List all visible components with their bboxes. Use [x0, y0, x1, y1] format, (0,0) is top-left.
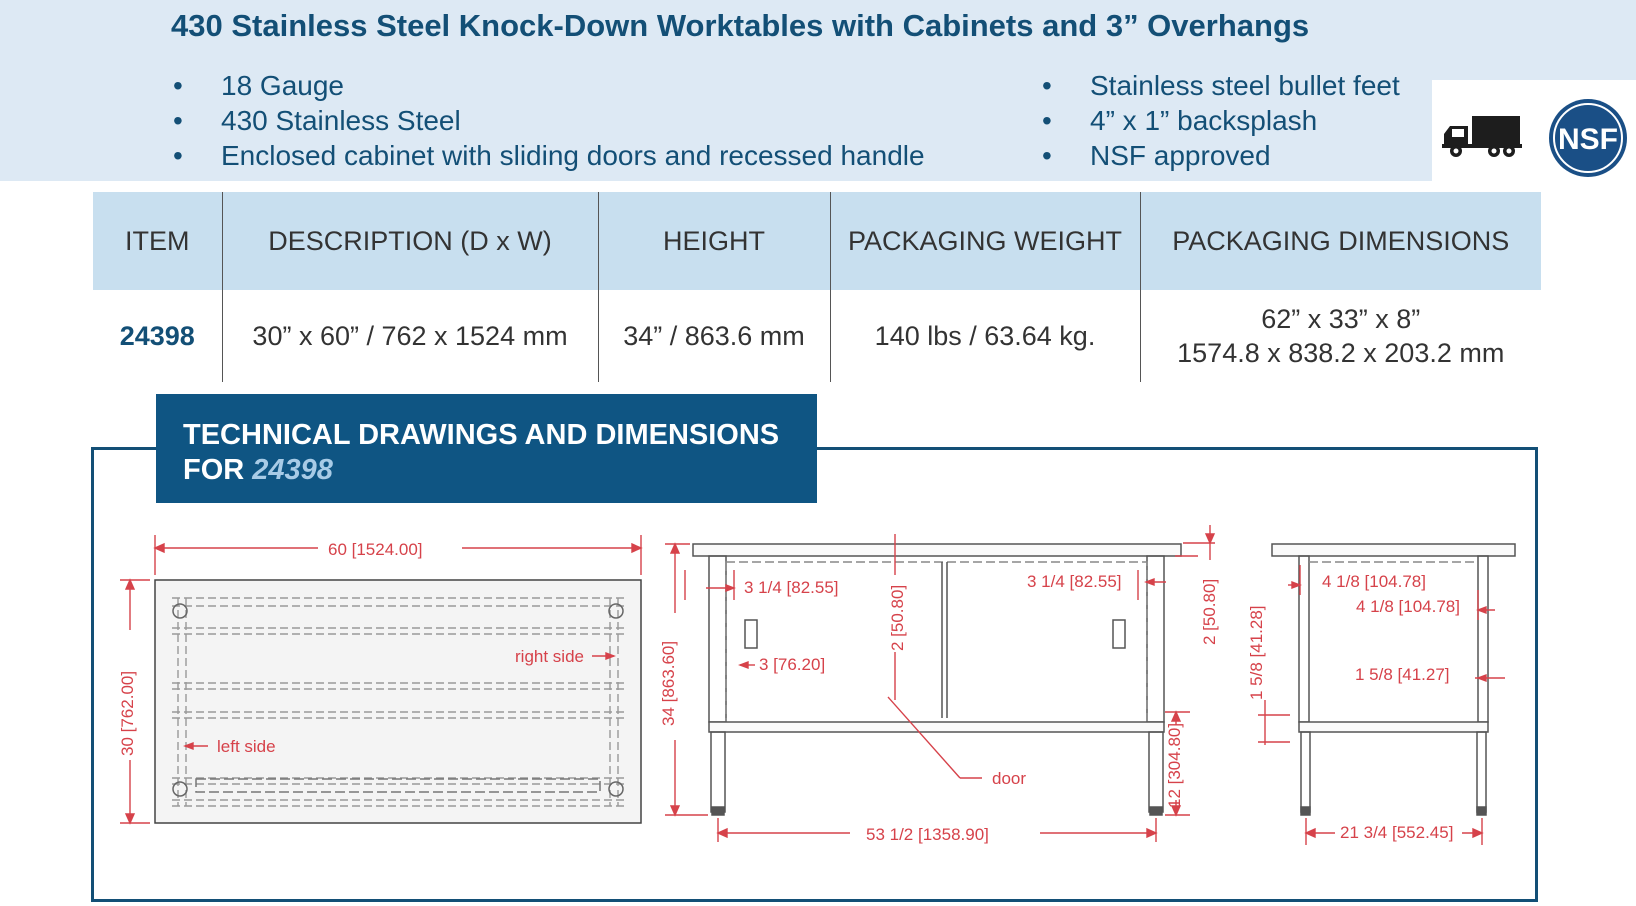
left-side-label: left side	[217, 737, 276, 756]
top-thickness-dim-b: 2 [50.80]	[1200, 578, 1219, 645]
side-shelf-dim-a: 1 5/8 [41.28]	[1247, 605, 1266, 700]
feature-text: NSF approved	[1090, 140, 1271, 171]
banner-item-number: 24398	[252, 454, 333, 486]
feature-text: Stainless steel bullet feet	[1090, 70, 1400, 101]
bullet: •	[173, 70, 183, 101]
front-height-dim: 34 [863.60]	[659, 640, 678, 726]
top-thickness-dim-a: 2 [50.80]	[888, 584, 907, 651]
feature-text: 4” x 1” backsplash	[1090, 105, 1318, 136]
col-header-height: HEIGHT	[598, 192, 830, 290]
feature-text: 430 Stainless Steel	[221, 105, 461, 136]
bullet: •	[1042, 105, 1052, 136]
bullet: •	[1042, 140, 1052, 171]
item-number: 24398	[119, 321, 195, 351]
right-side-label: right side	[515, 647, 584, 666]
col-header-description: DESCRIPTION (D x W)	[222, 192, 598, 290]
front-view-dimensions	[665, 525, 1215, 842]
height-cell: 34” / 863.6 mm	[598, 290, 830, 382]
banner-for-label: FOR	[183, 454, 253, 486]
weight-cell: 140 lbs / 63.64 kg.	[830, 290, 1140, 382]
leg-span-dim: 53 1/2 [1358.90]	[866, 825, 989, 844]
side-leg-span-dim: 21 3/4 [552.45]	[1340, 823, 1454, 842]
top-width-dim: 60 [1524.00]	[328, 540, 423, 559]
feature-text: 18 Gauge	[221, 70, 344, 101]
dimensions-metric: 1574.8 x 838.2 x 203.2 mm	[1177, 338, 1505, 368]
bullet: •	[1042, 70, 1052, 101]
product-title: 430 Stainless Steel Knock-Down Worktables with Cabinets and 3” Overhangs	[171, 8, 1310, 43]
description-cell: 30” x 60” / 762 x 1524 mm	[222, 290, 598, 382]
side-shelf-dim-b: 1 5/8 [41.27]	[1355, 665, 1450, 684]
side-inset-dim-a: 4 1/8 [104.78]	[1322, 572, 1426, 591]
side-inset-dim-b: 4 1/8 [104.78]	[1356, 597, 1460, 616]
nsf-text: NSF	[1558, 123, 1618, 156]
dimensions-imperial: 62” x 33” x 8”	[1261, 304, 1421, 334]
leg-height-dim: 12 [304.80]	[1165, 722, 1184, 808]
handle-offset-dim: 3 [76.20]	[759, 655, 826, 674]
banner-title: TECHNICAL DRAWINGS AND DIMENSIONS	[183, 419, 780, 451]
left-inset-dim: 3 1/4 [82.55]	[744, 578, 839, 597]
top-depth-dim: 30 [762.00]	[118, 670, 137, 756]
right-inset-dim: 3 1/4 [82.55]	[1027, 572, 1122, 591]
col-header-item: ITEM	[93, 192, 222, 290]
top-view-drawing	[155, 580, 641, 823]
door-label: door	[992, 769, 1027, 788]
col-header-weight: PACKAGING WEIGHT	[830, 192, 1140, 290]
bullet: •	[173, 140, 183, 171]
feature-text: Enclosed cabinet with sliding doors and recessed handle	[221, 140, 925, 171]
bullet: •	[173, 105, 183, 136]
col-header-dimensions: PACKAGING DIMENSIONS	[1140, 192, 1541, 290]
